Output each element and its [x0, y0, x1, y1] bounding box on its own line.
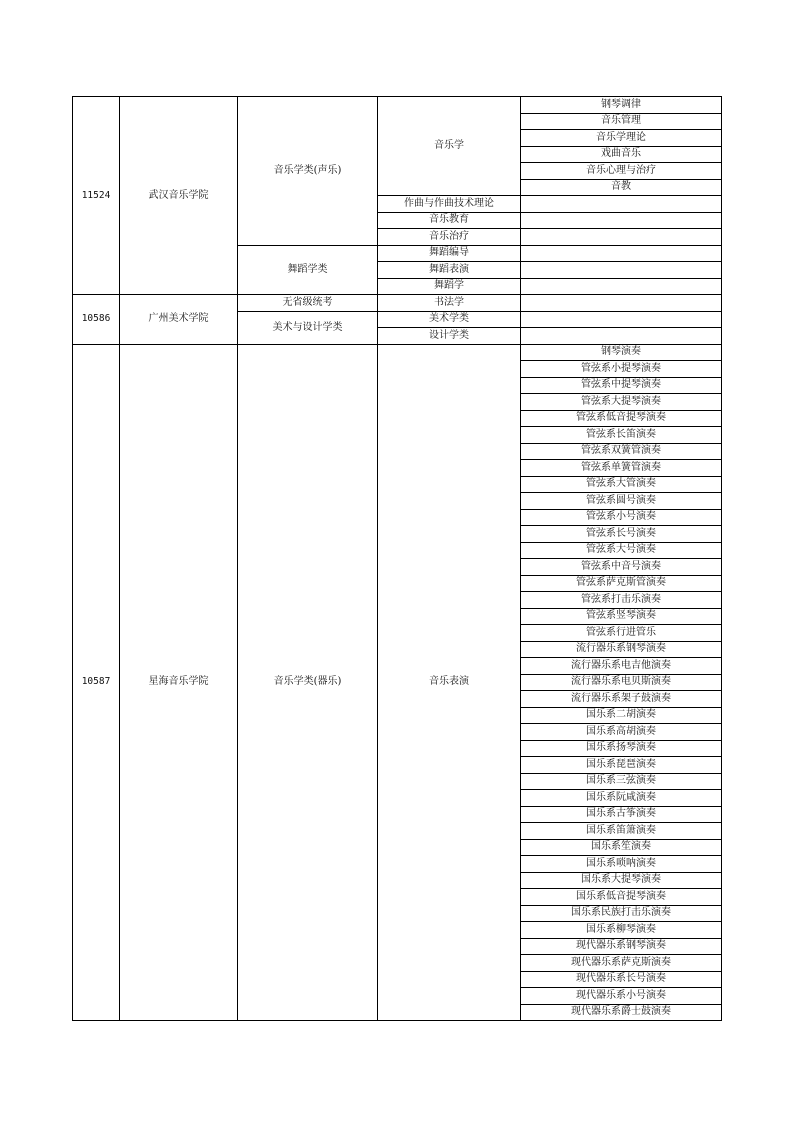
direction-cell: 流行器乐系电贝斯演奏	[521, 674, 722, 691]
direction-cell: 国乐系民族打击乐演奏	[521, 905, 722, 922]
direction-cell: 管弦系低音提琴演奏	[521, 410, 722, 427]
direction-cell: 流行器乐系架子鼓演奏	[521, 691, 722, 708]
direction-cell: 国乐系扬琴演奏	[521, 740, 722, 757]
major-cell: 设计学类	[378, 328, 521, 345]
direction-cell: 管弦系长号演奏	[521, 526, 722, 543]
direction-cell	[521, 311, 722, 328]
direction-cell	[521, 295, 722, 312]
direction-cell: 钢琴调律	[521, 97, 722, 114]
school-name-cell: 武汉音乐学院	[120, 97, 238, 295]
direction-cell: 国乐系唢呐演奏	[521, 856, 722, 873]
direction-cell: 管弦系圆号演奏	[521, 493, 722, 510]
direction-cell: 管弦系竖琴演奏	[521, 608, 722, 625]
direction-cell: 管弦系中音号演奏	[521, 559, 722, 576]
major-cell: 作曲与作曲技术理论	[378, 196, 521, 213]
category-cell: 舞蹈学类	[238, 245, 378, 295]
major-cell: 书法学	[378, 295, 521, 312]
direction-cell: 管弦系双簧管演奏	[521, 443, 722, 460]
admissions-table	[72, 96, 722, 1021]
school-name-cell: 广州美术学院	[120, 295, 238, 345]
major-cell: 美术学类	[378, 311, 521, 328]
direction-cell	[521, 212, 722, 229]
direction-cell: 管弦系小号演奏	[521, 509, 722, 526]
category-cell: 音乐学类(声乐)	[238, 97, 378, 246]
direction-cell: 管弦系大管演奏	[521, 476, 722, 493]
direction-cell: 国乐系二胡演奏	[521, 707, 722, 724]
direction-cell	[521, 262, 722, 279]
direction-cell	[521, 278, 722, 295]
direction-cell: 国乐系大提琴演奏	[521, 872, 722, 889]
direction-cell: 音乐管理	[521, 113, 722, 130]
direction-cell: 国乐系阮咸演奏	[521, 790, 722, 807]
direction-cell: 现代器乐系萨克斯演奏	[521, 955, 722, 972]
direction-cell: 现代器乐系长号演奏	[521, 971, 722, 988]
direction-cell	[521, 245, 722, 262]
direction-cell: 戏曲音乐	[521, 146, 722, 163]
direction-cell: 音教	[521, 179, 722, 196]
direction-cell: 现代器乐系钢琴演奏	[521, 938, 722, 955]
direction-cell: 国乐系三弦演奏	[521, 773, 722, 790]
direction-cell: 管弦系单簧管演奏	[521, 460, 722, 477]
direction-cell: 国乐系古筝演奏	[521, 806, 722, 823]
direction-cell: 管弦系中提琴演奏	[521, 377, 722, 394]
school-name-cell: 星海音乐学院	[120, 344, 238, 1021]
direction-cell: 国乐系琵琶演奏	[521, 757, 722, 774]
direction-cell: 音乐学理论	[521, 130, 722, 147]
direction-cell: 流行器乐系钢琴演奏	[521, 641, 722, 658]
table-row	[73, 344, 722, 361]
category-cell: 音乐学类(器乐)	[238, 344, 378, 1021]
direction-cell: 管弦系长笛演奏	[521, 427, 722, 444]
major-cell: 舞蹈学	[378, 278, 521, 295]
direction-cell: 管弦系大提琴演奏	[521, 394, 722, 411]
major-cell: 音乐表演	[378, 344, 521, 1021]
major-cell: 音乐学	[378, 97, 521, 196]
direction-cell: 管弦系萨克斯管演奏	[521, 575, 722, 592]
direction-cell: 管弦系大号演奏	[521, 542, 722, 559]
direction-cell: 流行器乐系电吉他演奏	[521, 658, 722, 675]
direction-cell	[521, 229, 722, 246]
major-cell: 舞蹈表演	[378, 262, 521, 279]
table-row	[73, 97, 722, 114]
table-row	[73, 295, 722, 312]
category-cell: 无省级统考	[238, 295, 378, 312]
direction-cell: 国乐系高胡演奏	[521, 724, 722, 741]
direction-cell	[521, 196, 722, 213]
direction-cell: 管弦系小提琴演奏	[521, 361, 722, 378]
category-cell: 美术与设计学类	[238, 311, 378, 344]
direction-cell: 管弦系行进管乐	[521, 625, 722, 642]
direction-cell: 国乐系笛箫演奏	[521, 823, 722, 840]
school-code-cell: 10586	[73, 295, 120, 345]
school-code-cell: 11524	[73, 97, 120, 295]
direction-cell: 现代器乐系小号演奏	[521, 988, 722, 1005]
direction-cell: 国乐系柳琴演奏	[521, 922, 722, 939]
direction-cell: 音乐心理与治疗	[521, 163, 722, 180]
direction-cell: 管弦系打击乐演奏	[521, 592, 722, 609]
direction-cell: 现代器乐系爵士鼓演奏	[521, 1004, 722, 1021]
direction-cell	[521, 328, 722, 345]
major-cell: 音乐治疗	[378, 229, 521, 246]
direction-cell: 国乐系低音提琴演奏	[521, 889, 722, 906]
school-code-cell: 10587	[73, 344, 120, 1021]
major-cell: 舞蹈编导	[378, 245, 521, 262]
direction-cell: 钢琴演奏	[521, 344, 722, 361]
direction-cell: 国乐系笙演奏	[521, 839, 722, 856]
major-cell: 音乐教育	[378, 212, 521, 229]
